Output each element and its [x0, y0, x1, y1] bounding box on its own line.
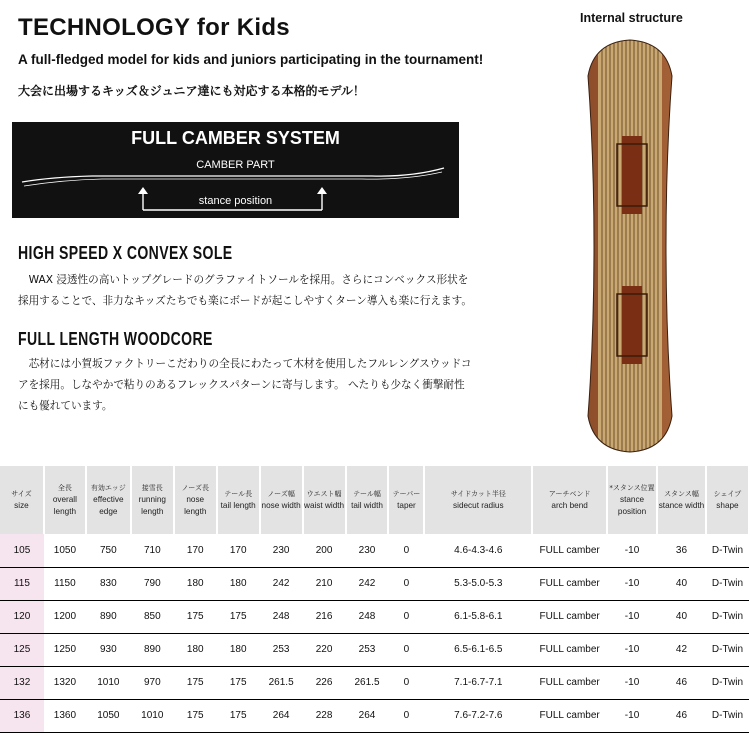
- woodcore-heading: FULL LENGTH WOODCORE: [18, 329, 213, 349]
- table-row: [0, 666, 749, 699]
- table-cell: FULL camber: [532, 567, 607, 600]
- internal-structure-label: Internal structure: [580, 11, 683, 25]
- woodcore-description: [18, 354, 478, 417]
- table-cell: 42: [657, 633, 706, 666]
- table-cell: 248: [346, 600, 389, 633]
- table-cell: 1050: [86, 699, 131, 732]
- table-cell: 6.1-5.8-6.1: [424, 600, 532, 633]
- table-cell: 242: [346, 567, 389, 600]
- board-internal-structure-image: [570, 36, 690, 456]
- table-cell: D-Twin: [706, 600, 749, 633]
- table-cell: 1200: [44, 600, 86, 633]
- table-cell: 228: [303, 699, 346, 732]
- table-cell: 264: [260, 699, 303, 732]
- table-cell: 0: [388, 699, 424, 732]
- table-cell: 970: [131, 666, 174, 699]
- subtitle-japanese: 大会に出場するキッズ＆ジュニア達にも対応する本格的モデル！: [18, 84, 365, 98]
- woodcore-line: 芯材には小賀坂ファクトリーこだわりの全長にわたって木材を使用したフルレングスウッドコ: [18, 358, 472, 370]
- size-cell: 120: [0, 600, 44, 633]
- column-header: テール幅 tail width: [346, 466, 389, 534]
- table-cell: 1250: [44, 633, 86, 666]
- column-header: ノーズ長 nose length: [174, 466, 217, 534]
- table-cell: D-Twin: [706, 633, 749, 666]
- table-cell: 7.6-7.2-7.6: [424, 699, 532, 732]
- table-cell: 6.5-6.1-6.5: [424, 633, 532, 666]
- camber-title: FULL CAMBER SYSTEM: [131, 128, 340, 148]
- column-header: 有効エッジ effective edge: [86, 466, 131, 534]
- table-cell: 0: [388, 633, 424, 666]
- table-cell: 5.3-5.0-5.3: [424, 567, 532, 600]
- table-cell: 46: [657, 699, 706, 732]
- table-cell: 1360: [44, 699, 86, 732]
- column-header: サイドカット半径 sidecut radius: [424, 466, 532, 534]
- table-cell: -10: [607, 567, 657, 600]
- table-cell: 261.5: [346, 666, 389, 699]
- table-cell: 0: [388, 600, 424, 633]
- table-cell: 1010: [86, 666, 131, 699]
- sole-line: WAX 浸透性の高いトップグレードのグラファイトソールを採用。さらにコンベックス形状を: [18, 274, 469, 286]
- table-cell: 170: [174, 534, 217, 567]
- table-cell: 750: [86, 534, 131, 567]
- table-cell: 180: [217, 567, 260, 600]
- table-header-row: [0, 466, 749, 534]
- table-cell: 850: [131, 600, 174, 633]
- spec-table: [0, 466, 750, 733]
- table-cell: 242: [260, 567, 303, 600]
- camber-part-label: CAMBER PART: [196, 159, 275, 171]
- table-cell: FULL camber: [532, 534, 607, 567]
- table-cell: 200: [303, 534, 346, 567]
- table-cell: 930: [86, 633, 131, 666]
- table-cell: 0: [388, 666, 424, 699]
- size-cell: 125: [0, 633, 44, 666]
- table-cell: 220: [303, 633, 346, 666]
- table-cell: -10: [607, 633, 657, 666]
- table-cell: FULL camber: [532, 666, 607, 699]
- column-header: サイズ size: [0, 466, 44, 534]
- table-cell: 40: [657, 567, 706, 600]
- table-cell: -10: [607, 600, 657, 633]
- table-cell: 830: [86, 567, 131, 600]
- table-cell: D-Twin: [706, 699, 749, 732]
- table-cell: 264: [346, 699, 389, 732]
- column-header: スタンス幅 stance width: [657, 466, 706, 534]
- table-cell: -10: [607, 699, 657, 732]
- table-cell: 0: [388, 534, 424, 567]
- table-cell: 4.6-4.3-4.6: [424, 534, 532, 567]
- table-cell: D-Twin: [706, 534, 749, 567]
- size-cell: 132: [0, 666, 44, 699]
- table-cell: 36: [657, 534, 706, 567]
- column-header: 全長 overall length: [44, 466, 86, 534]
- table-cell: 1010: [131, 699, 174, 732]
- table-cell: 890: [86, 600, 131, 633]
- column-header: 接雪長 running length: [131, 466, 174, 534]
- size-cell: 105: [0, 534, 44, 567]
- table-cell: 230: [260, 534, 303, 567]
- table-cell: D-Twin: [706, 567, 749, 600]
- table-cell: 216: [303, 600, 346, 633]
- table-row: [0, 567, 749, 600]
- table-cell: FULL camber: [532, 699, 607, 732]
- table-cell: FULL camber: [532, 600, 607, 633]
- woodcore-line: にも優れています。: [18, 400, 113, 412]
- table-cell: 175: [174, 600, 217, 633]
- table-cell: 175: [217, 600, 260, 633]
- table-cell: 180: [217, 633, 260, 666]
- column-header: テーパー taper: [388, 466, 424, 534]
- table-cell: 46: [657, 666, 706, 699]
- table-cell: 0: [388, 567, 424, 600]
- table-cell: -10: [607, 534, 657, 567]
- table-cell: 253: [346, 633, 389, 666]
- table-cell: 261.5: [260, 666, 303, 699]
- woodcore-line: アを採用。しなやかで粘りのあるフレックスパターンに寄与します。 へたりも少なく衝撃耐性: [18, 379, 465, 391]
- table-cell: 230: [346, 534, 389, 567]
- table-cell: 1050: [44, 534, 86, 567]
- column-header: ウエスト幅 waist width: [303, 466, 346, 534]
- table-cell: 175: [217, 699, 260, 732]
- table-row: [0, 633, 749, 666]
- table-cell: 40: [657, 600, 706, 633]
- column-header: シェイプ shape: [706, 466, 749, 534]
- size-cell: 136: [0, 699, 44, 732]
- table-cell: 7.1-6.7-7.1: [424, 666, 532, 699]
- table-cell: -10: [607, 666, 657, 699]
- stance-position-label: stance position: [198, 195, 273, 207]
- table-row: [0, 699, 749, 732]
- size-cell: 115: [0, 567, 44, 600]
- table-cell: 210: [303, 567, 346, 600]
- column-header: テール長 tail length: [217, 466, 260, 534]
- column-header: *スタンス位置 stance position: [607, 466, 657, 534]
- table-cell: 790: [131, 567, 174, 600]
- table-cell: 175: [174, 666, 217, 699]
- table-cell: 170: [217, 534, 260, 567]
- table-cell: 1150: [44, 567, 86, 600]
- table-cell: 175: [174, 699, 217, 732]
- table-row: [0, 600, 749, 633]
- table-cell: FULL camber: [532, 633, 607, 666]
- subtitle-english: A full-fledged model for kids and juniors participating in the tournament!: [18, 52, 484, 67]
- camber-diagram: [12, 122, 459, 218]
- table-cell: 180: [174, 567, 217, 600]
- table-cell: 175: [217, 666, 260, 699]
- table-cell: 180: [174, 633, 217, 666]
- table-cell: 248: [260, 600, 303, 633]
- table-cell: 1320: [44, 666, 86, 699]
- sole-heading: HIGH SPEED X CONVEX SOLE: [18, 243, 233, 263]
- table-cell: 226: [303, 666, 346, 699]
- table-cell: 710: [131, 534, 174, 567]
- column-header: アーチベンド arch bend: [532, 466, 607, 534]
- table-row: [0, 534, 749, 567]
- table-cell: 253: [260, 633, 303, 666]
- sole-description: [18, 270, 478, 312]
- table-cell: 890: [131, 633, 174, 666]
- page-title: TECHNOLOGY for Kids: [18, 14, 290, 41]
- column-header: ノーズ幅 nose width: [260, 466, 303, 534]
- sole-line: 採用することで、非力なキッズたちでも楽にボードが起こしやすくターン導入も楽に行えます。: [18, 295, 472, 307]
- table-cell: D-Twin: [706, 666, 749, 699]
